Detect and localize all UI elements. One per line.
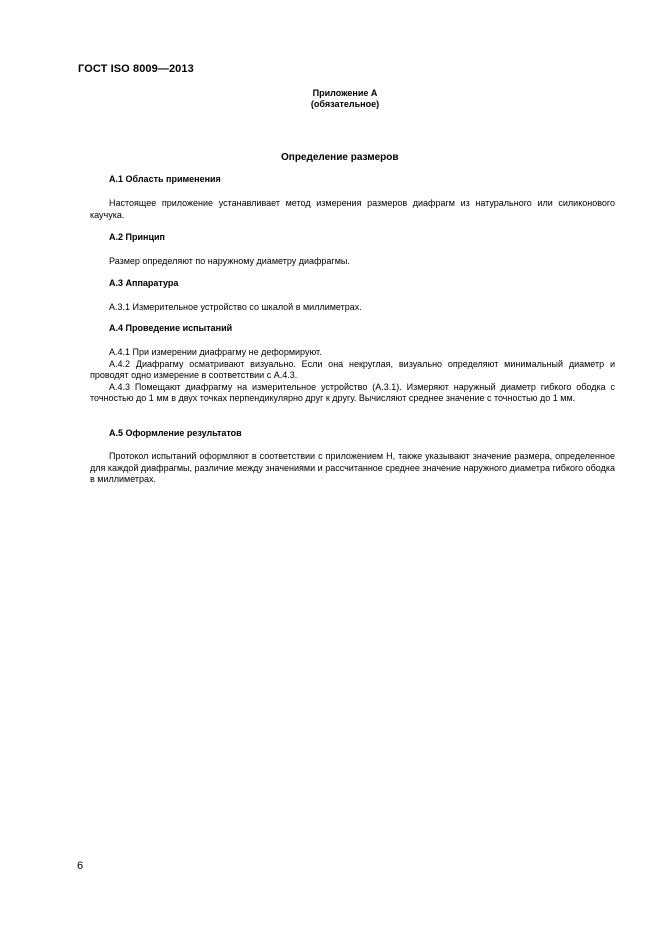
section-heading-a2: А.2 Принцип (109, 232, 165, 242)
page-number: 6 (77, 860, 84, 872)
section-heading-a1: А.1 Область применения (109, 174, 221, 184)
section-text-a1: Настоящее приложение устанавливает метод измерения размеров диафрагм из натурального или силиконового каучука. (90, 198, 615, 220)
document-title: Определение размеров (281, 152, 399, 163)
standard-designation: ГОСТ ISO 8009—2013 (78, 63, 194, 75)
section-text-a2: Размер определяют по наружному диаметру диафрагмы. (109, 256, 350, 266)
appendix-title: Приложение А (312, 88, 378, 98)
appendix-status: (обязательное) (310, 99, 380, 109)
section-text-a4-2: А.4.2 Диафрагму осматривают визуально. Если она некруглая, визуально определяют минимальный диаметр и проводят одно измерение в соответствии с А.4.3. (90, 358, 615, 380)
appendix-block (300, 88, 390, 110)
section-text-a5: Протокол испытаний оформляют в соответствии с приложением Н, также указывают значение размера, определенное для каждой диафрагмы, различие между значениями и рассчитанное среднее значение наружного диаметра гибкого ободка в миллиметрах. (90, 451, 615, 484)
section-text-a4-3: А.4.3 Помещают диафрагму на измерительное устройство (А.3.1). Измеряют наружный диаметр гибкого ободка с точностью до 1 мм в двух точках перпендикулярно друг к другу. Вычисляют среднее значение с точностью до 1 мм. (90, 381, 615, 403)
section-text-a3: А.3.1 Измерительное устройство со шкалой в миллиметрах. (109, 302, 362, 312)
section-heading-a4: А.4 Проведение испытаний (109, 323, 233, 333)
section-text-a4-1: А.4.1 При измерении диафрагму не деформируют. (109, 347, 322, 357)
section-heading-a5: А.5 Оформление результатов (109, 428, 242, 438)
section-heading-a3: А.3 Аппаратура (109, 278, 179, 288)
